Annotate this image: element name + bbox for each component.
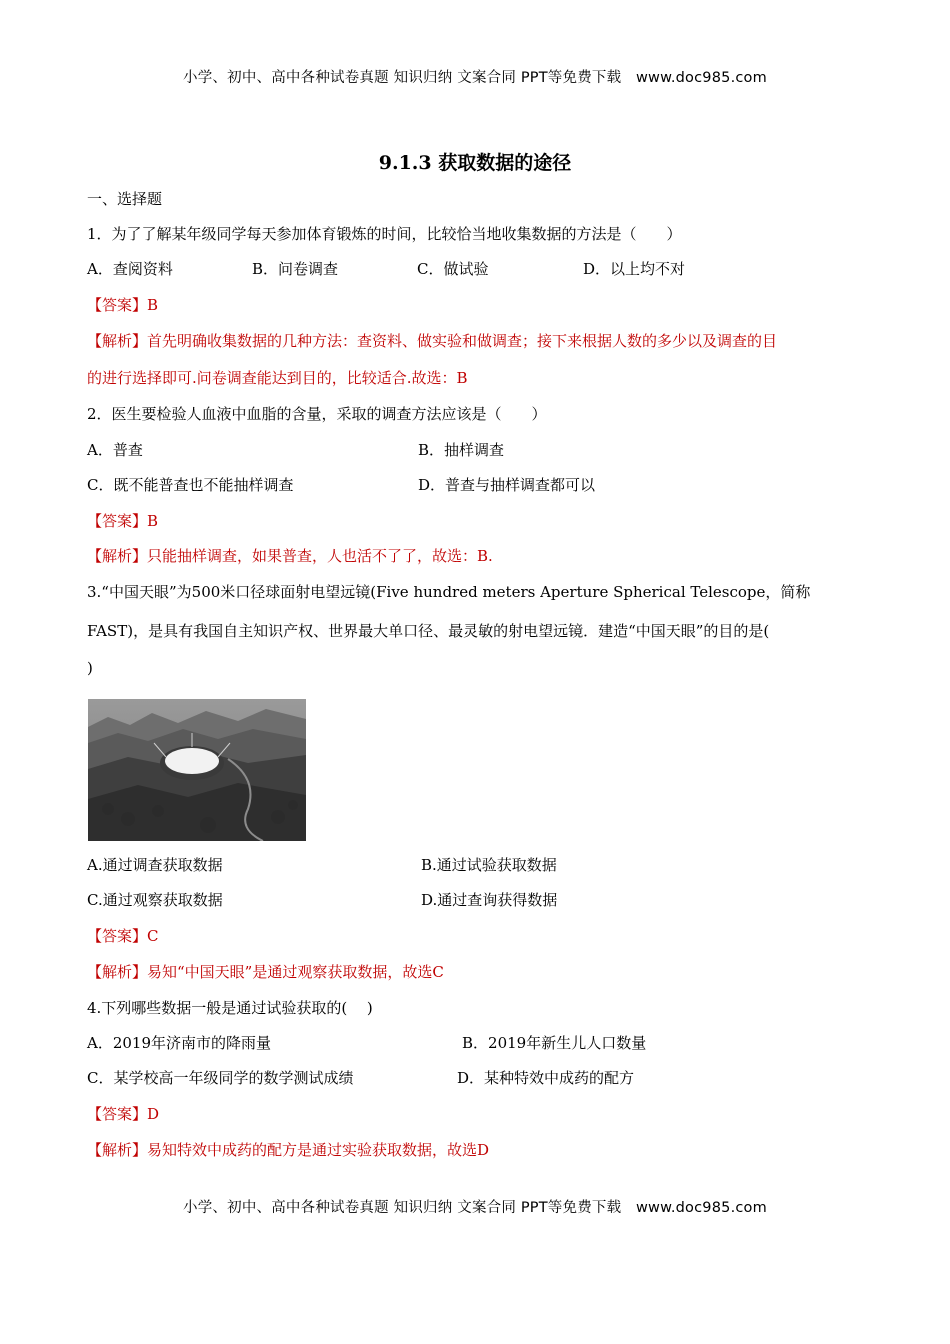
q4-stem: 4.下列哪些数据一般是通过试验获取的( ) [87,999,373,1017]
q3-option-c: C.通过观察获取数据 [87,891,223,909]
q1-analysis-line2: 的进行选择即可.问卷调查能达到目的，比较适合.故选：B [87,369,468,387]
q3-stem-line3: ) [87,659,93,677]
q3-answer: 【答案】C [87,927,159,945]
fast-telescope-photo [88,699,306,841]
q1-stem: 1．为了了解某年级同学每天参加体育锻炼的时间，比较恰当地收集数据的方法是（ ） [87,225,682,243]
q3-option-a: A.通过调查获取数据 [87,856,223,874]
page-header: 小学、初中、高中各种试卷真题 知识归纳 文案合同 PPT等免费下载 www.doc985.com [183,70,767,86]
q3-option-b: B.通过试验获取数据 [421,856,557,874]
q1-analysis-line1: 【解析】首先明确收集数据的几种方法：查资料、做实验和做调查；接下来根据人数的多少以及调查的目 [87,332,778,350]
q2-option-a: A．普查 [87,441,143,459]
q3-analysis: 【解析】易知“中国天眼”是通过观察获取数据，故选C [87,963,444,981]
q1-option-b: B．问卷调查 [252,260,339,278]
q3-stem-line2: FAST)，是具有我国自主知识产权、世界最大单口径、最灵敏的射电望远镜．建造“中国天眼”的目的是( [87,622,770,640]
q3-option-d: D.通过查询获得数据 [421,891,558,909]
q4-answer: 【答案】D [87,1105,160,1123]
q4-option-c: C．某学校高一年级同学的数学测试成绩 [87,1069,354,1087]
section-heading: 一、选择题 [87,190,163,208]
page-footer: 小学、初中、高中各种试卷真题 知识归纳 文案合同 PPT等免费下载 www.doc985.com [183,1200,767,1216]
q2-option-d: D．普查与抽样调查都可以 [418,476,596,494]
q2-answer: 【答案】B [87,512,159,530]
q4-analysis: 【解析】易知特效中成药的配方是通过实验获取数据，故选D [87,1141,490,1159]
q2-analysis: 【解析】只能抽样调查，如果普查，人也活不了了，故选：B. [87,547,493,565]
document-title: 9.1.3 获取数据的途径 [378,152,572,174]
q2-stem: 2．医生要检验人血液中血脂的含量，采取的调查方法应该是（ ） [87,405,547,423]
q2-option-c: C．既不能普查也不能抽样调查 [87,476,294,494]
q1-option-d: D．以上均不对 [583,260,686,278]
q4-option-d: D．某种特效中成药的配方 [457,1069,635,1087]
q1-answer: 【答案】B [87,296,159,314]
q1-option-c: C．做试验 [417,260,489,278]
q3-stem-line1: 3.“中国天眼”为500米口径球面射电望远镜(Five hundred meters Aperture Spherical Telescope，简称 [87,583,811,601]
q2-option-b: B．抽样调查 [418,441,505,459]
q4-option-a: A．2019年济南市的降雨量 [87,1034,272,1052]
q4-option-b: B．2019年新生儿人口数量 [462,1034,647,1052]
q1-option-a: A．查阅资料 [87,260,173,278]
